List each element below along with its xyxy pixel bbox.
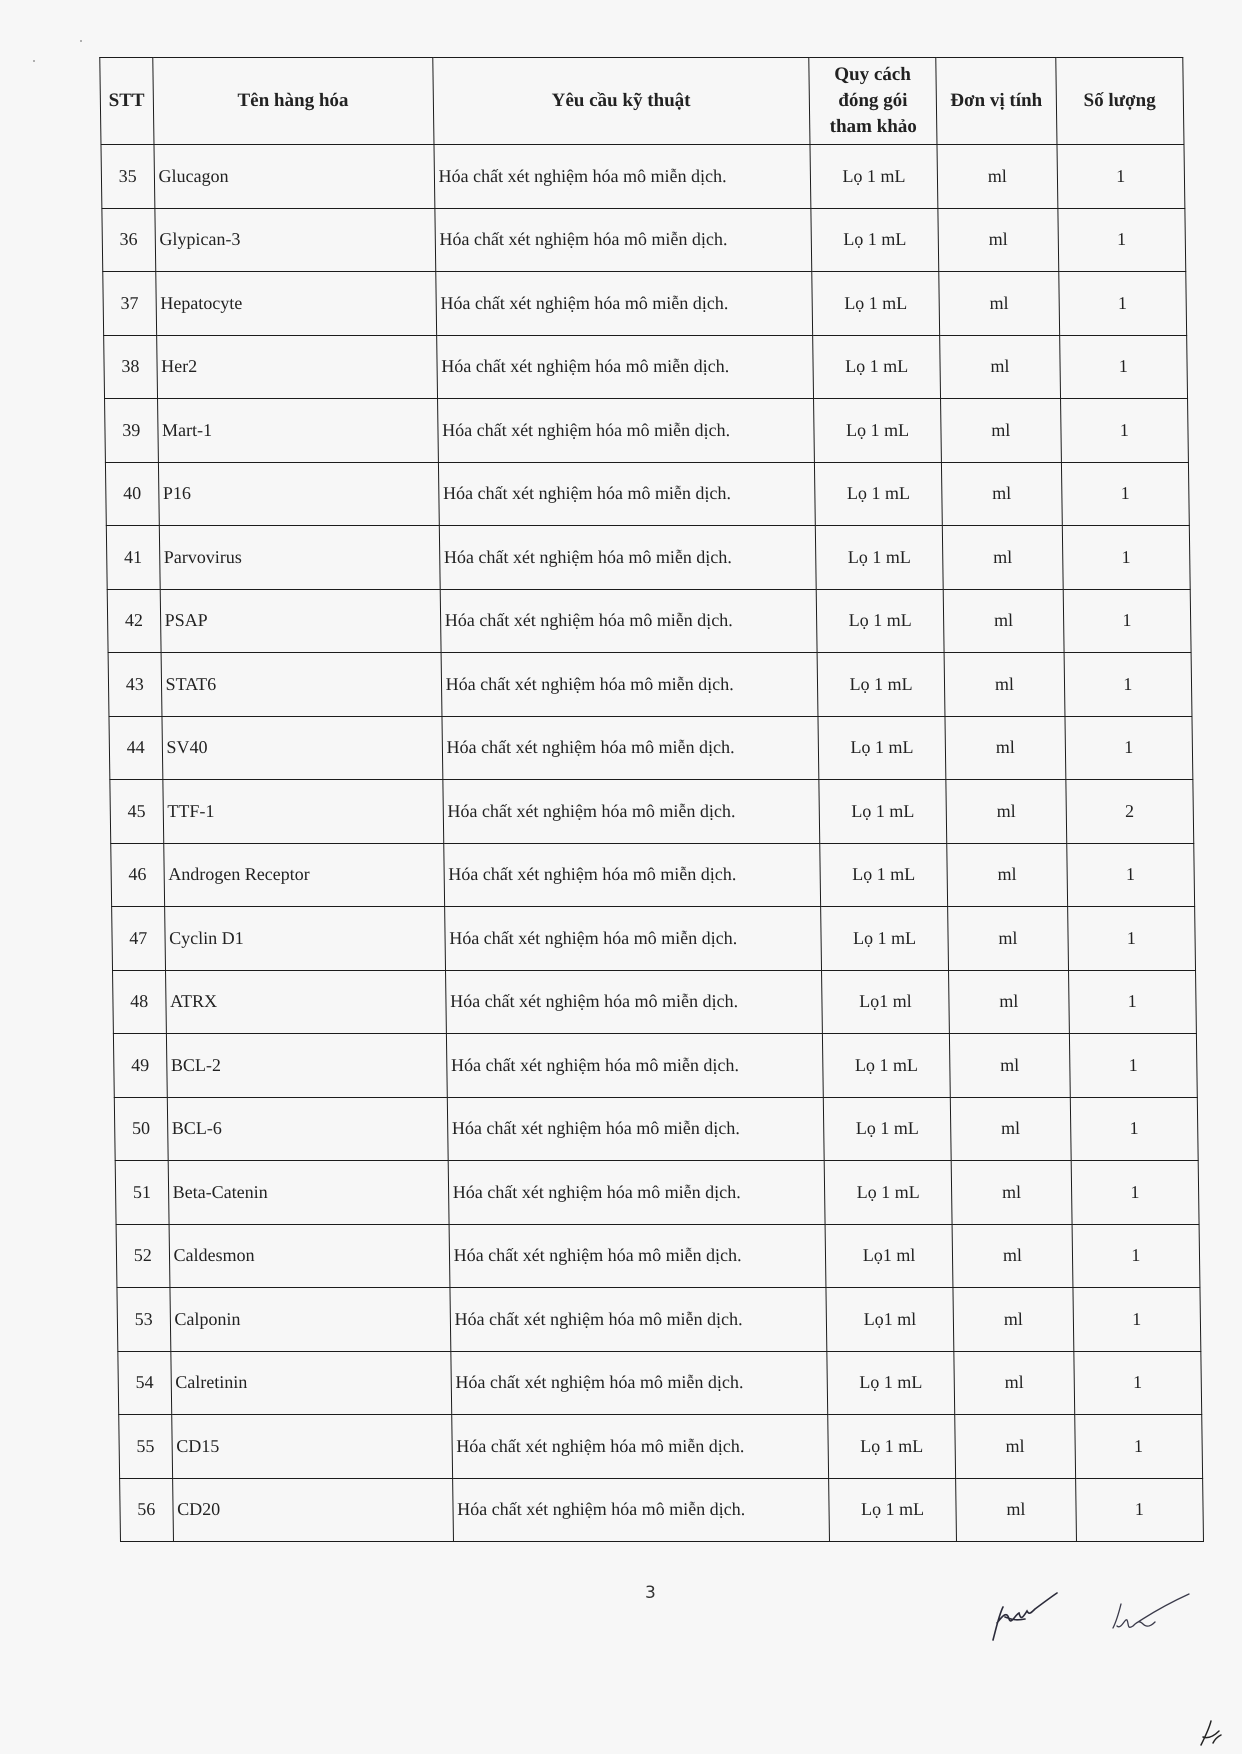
table-header-row xyxy=(100,58,1184,145)
cell-quantity: 1 xyxy=(1072,1224,1200,1288)
cell-quantity: 1 xyxy=(1060,399,1188,463)
cell-name: STAT6 xyxy=(161,653,442,717)
cell-packing: Lọ 1 mL xyxy=(820,843,948,907)
cell-unit: ml xyxy=(939,272,1059,336)
header-unit: Đơn vị tính xyxy=(936,58,1057,145)
cell-unit: ml xyxy=(947,843,1067,907)
scan-speck xyxy=(80,40,82,42)
cell-unit: ml xyxy=(952,1224,1072,1288)
header-packing-line: tham khảo xyxy=(829,116,917,137)
cell-unit: ml xyxy=(941,399,1061,463)
cell-quantity: 1 xyxy=(1065,716,1193,780)
table-row xyxy=(113,1034,1197,1098)
cell-name: Glypican-3 xyxy=(154,208,435,272)
cell-unit: ml xyxy=(942,462,1062,526)
cell-packing: Lọ 1 mL xyxy=(812,272,940,336)
cell-requirement: Hóa chất xét nghiệm hóa mô miễn dịch. xyxy=(449,1224,826,1288)
cell-packing: Lọ 1 mL xyxy=(827,1351,955,1415)
cell-packing: Lọ 1 mL xyxy=(815,526,943,590)
table-row xyxy=(102,208,1186,272)
cell-stt: 52 xyxy=(116,1224,169,1288)
cell-unit: ml xyxy=(948,907,1068,971)
cell-packing: Lọ 1 mL xyxy=(818,716,946,780)
cell-name: BCL-2 xyxy=(166,1034,447,1098)
cell-unit: ml xyxy=(949,970,1069,1034)
cell-unit: ml xyxy=(937,145,1057,209)
cell-requirement: Hóa chất xét nghiệm hóa mô miễn dịch. xyxy=(434,145,811,209)
table-row xyxy=(105,462,1189,526)
cell-unit: ml xyxy=(943,589,1063,653)
cell-quantity: 1 xyxy=(1073,1351,1201,1415)
cell-packing: Lọ1 ml xyxy=(821,970,949,1034)
table-row xyxy=(107,589,1191,653)
cell-name: Caldesmon xyxy=(169,1224,450,1288)
cell-quantity: 1 xyxy=(1064,653,1192,717)
table-row xyxy=(106,526,1190,590)
cell-quantity: 2 xyxy=(1065,780,1193,844)
cell-requirement: Hóa chất xét nghiệm hóa mô miễn dịch. xyxy=(438,462,815,526)
cell-stt: 42 xyxy=(107,589,160,653)
cell-stt: 49 xyxy=(113,1034,166,1098)
table-row xyxy=(101,145,1185,209)
cell-name: ATRX xyxy=(165,970,446,1034)
cell-stt: 44 xyxy=(109,716,162,780)
cell-packing: Lọ 1 mL xyxy=(811,208,939,272)
cell-unit: ml xyxy=(955,1415,1075,1479)
header-stt: STT xyxy=(100,58,154,145)
table-row xyxy=(116,1224,1200,1288)
cell-name: Glucagon xyxy=(154,145,435,209)
cell-packing: Lọ 1 mL xyxy=(822,1034,950,1098)
cell-unit: ml xyxy=(946,780,1066,844)
cell-stt: 40 xyxy=(105,462,158,526)
cell-quantity: 1 xyxy=(1075,1478,1203,1542)
cell-name: BCL-6 xyxy=(167,1097,448,1161)
cell-unit: ml xyxy=(951,1161,1071,1225)
scan-speck xyxy=(33,60,35,62)
cell-stt: 53 xyxy=(117,1288,170,1352)
cell-requirement: Hóa chất xét nghiệm hóa mô miễn dịch. xyxy=(450,1288,827,1352)
cell-name: SV40 xyxy=(162,716,443,780)
cell-quantity: 1 xyxy=(1070,1097,1198,1161)
cell-unit: ml xyxy=(944,653,1064,717)
cell-stt: 45 xyxy=(110,780,163,844)
table-row xyxy=(117,1288,1201,1352)
cell-stt: 56 xyxy=(120,1478,173,1542)
cell-stt: 48 xyxy=(113,970,166,1034)
cell-requirement: Hóa chất xét nghiệm hóa mô miễn dịch. xyxy=(435,272,812,336)
cell-name: Her2 xyxy=(156,335,437,399)
cell-packing: Lọ 1 mL xyxy=(828,1415,956,1479)
cell-stt: 46 xyxy=(111,843,164,907)
cell-stt: 54 xyxy=(118,1351,171,1415)
table-row xyxy=(118,1351,1202,1415)
cell-requirement: Hóa chất xét nghiệm hóa mô miễn dịch. xyxy=(441,653,818,717)
cell-requirement: Hóa chất xét nghiệm hóa mô miễn dịch. xyxy=(440,589,817,653)
cell-name: Mart-1 xyxy=(157,399,438,463)
cell-packing: Lọ 1 mL xyxy=(824,1161,952,1225)
cell-packing: Lọ 1 mL xyxy=(819,780,947,844)
header-quantity: Số lượng xyxy=(1055,58,1184,145)
cell-requirement: Hóa chất xét nghiệm hóa mô miễn dịch. xyxy=(443,843,820,907)
cell-quantity: 1 xyxy=(1062,526,1190,590)
table-row xyxy=(112,907,1196,971)
cell-stt: 43 xyxy=(108,653,161,717)
table-row xyxy=(110,780,1194,844)
cell-quantity: 1 xyxy=(1068,970,1196,1034)
cell-quantity: 1 xyxy=(1058,272,1186,336)
cell-unit: ml xyxy=(950,1034,1070,1098)
table-row xyxy=(115,1161,1199,1225)
table-row xyxy=(108,653,1192,717)
cell-requirement: Hóa chất xét nghiệm hóa mô miễn dịch. xyxy=(446,1034,823,1098)
cell-requirement: Hóa chất xét nghiệm hóa mô miễn dịch. xyxy=(442,716,819,780)
cell-requirement: Hóa chất xét nghiệm hóa mô miễn dịch. xyxy=(435,208,812,272)
cell-name: Calretinin xyxy=(170,1351,451,1415)
cell-name: Androgen Receptor xyxy=(163,843,444,907)
cell-requirement: Hóa chất xét nghiệm hóa mô miễn dịch. xyxy=(439,526,816,590)
cell-packing: Lọ1 ml xyxy=(826,1288,954,1352)
cell-packing: Lọ 1 mL xyxy=(828,1478,956,1542)
cell-packing: Lọ 1 mL xyxy=(820,907,948,971)
cell-unit: ml xyxy=(943,526,1063,590)
header-packing xyxy=(809,58,938,145)
table-row xyxy=(105,399,1189,463)
cell-unit: ml xyxy=(938,208,1058,272)
cell-name: CD15 xyxy=(171,1415,452,1479)
table-row xyxy=(120,1478,1204,1542)
table-row xyxy=(109,716,1193,780)
cell-requirement: Hóa chất xét nghiệm hóa mô miễn dịch. xyxy=(447,1097,824,1161)
header-packing-line: Quy cách xyxy=(834,64,911,85)
signature-2 xyxy=(1105,1590,1195,1645)
cell-requirement: Hóa chất xét nghiệm hóa mô miễn dịch. xyxy=(444,907,821,971)
cell-name: Parvovirus xyxy=(159,526,440,590)
cell-quantity: 1 xyxy=(1066,843,1194,907)
cell-quantity: 1 xyxy=(1074,1415,1202,1479)
cell-stt: 36 xyxy=(102,208,155,272)
cell-requirement: Hóa chất xét nghiệm hóa mô miễn dịch. xyxy=(452,1478,829,1542)
cell-name: Cyclin D1 xyxy=(164,907,445,971)
cell-quantity: 1 xyxy=(1069,1034,1197,1098)
cell-stt: 41 xyxy=(106,526,159,590)
cell-packing: Lọ 1 mL xyxy=(816,589,944,653)
cell-name: Beta-Catenin xyxy=(168,1161,449,1225)
cell-requirement: Hóa chất xét nghiệm hóa mô miễn dịch. xyxy=(436,335,813,399)
cell-unit: ml xyxy=(954,1351,1074,1415)
table-body xyxy=(101,145,1204,1542)
cell-requirement: Hóa chất xét nghiệm hóa mô miễn dịch. xyxy=(448,1161,825,1225)
cell-unit: ml xyxy=(940,335,1060,399)
cell-packing: Lọ 1 mL xyxy=(813,399,941,463)
cell-stt: 39 xyxy=(105,399,158,463)
table-row xyxy=(111,843,1195,907)
cell-requirement: Hóa chất xét nghiệm hóa mô miễn dịch. xyxy=(443,780,820,844)
cell-requirement: Hóa chất xét nghiệm hóa mô miễn dịch. xyxy=(445,970,822,1034)
cell-packing: Lọ1 ml xyxy=(825,1224,953,1288)
cell-stt: 47 xyxy=(112,907,165,971)
cell-unit: ml xyxy=(953,1288,1073,1352)
header-name: Tên hàng hóa xyxy=(152,58,433,145)
cell-stt: 35 xyxy=(101,145,154,209)
table-row xyxy=(113,970,1197,1034)
table-row xyxy=(104,335,1188,399)
page-number: 3 xyxy=(645,1583,656,1603)
cell-name: PSAP xyxy=(160,589,441,653)
header-packing-line: đóng gói xyxy=(838,90,908,111)
cell-quantity: 1 xyxy=(1067,907,1195,971)
cell-requirement: Hóa chất xét nghiệm hóa mô miễn dịch. xyxy=(437,399,814,463)
cell-quantity: 1 xyxy=(1071,1161,1199,1225)
cell-quantity: 1 xyxy=(1057,145,1185,209)
cell-requirement: Hóa chất xét nghiệm hóa mô miễn dịch. xyxy=(451,1351,828,1415)
corner-mark xyxy=(1195,1715,1225,1750)
cell-stt: 55 xyxy=(119,1415,172,1479)
cell-quantity: 1 xyxy=(1057,208,1185,272)
signature-1 xyxy=(985,1585,1060,1645)
table-row xyxy=(103,272,1187,336)
table-row xyxy=(114,1097,1198,1161)
table-row xyxy=(119,1415,1203,1479)
cell-packing: Lọ 1 mL xyxy=(814,462,942,526)
cell-quantity: 1 xyxy=(1059,335,1187,399)
cell-name: P16 xyxy=(158,462,439,526)
cell-name: Hepatocyte xyxy=(155,272,436,336)
cell-quantity: 1 xyxy=(1072,1288,1200,1352)
goods-table xyxy=(99,57,1204,1542)
cell-name: Calponin xyxy=(170,1288,451,1352)
cell-stt: 51 xyxy=(115,1161,168,1225)
cell-requirement: Hóa chất xét nghiệm hóa mô miễn dịch. xyxy=(451,1415,828,1479)
cell-unit: ml xyxy=(956,1478,1076,1542)
cell-unit: ml xyxy=(951,1097,1071,1161)
cell-packing: Lọ 1 mL xyxy=(812,335,940,399)
cell-name: TTF-1 xyxy=(162,780,443,844)
cell-name: CD20 xyxy=(172,1478,453,1542)
cell-stt: 38 xyxy=(104,335,157,399)
cell-packing: Lọ 1 mL xyxy=(817,653,945,717)
cell-quantity: 1 xyxy=(1061,462,1189,526)
cell-packing: Lọ 1 mL xyxy=(810,145,938,209)
cell-packing: Lọ 1 mL xyxy=(823,1097,951,1161)
header-requirement: Yêu cầu kỹ thuật xyxy=(432,58,809,145)
cell-unit: ml xyxy=(945,716,1065,780)
cell-stt: 37 xyxy=(103,272,156,336)
cell-stt: 50 xyxy=(114,1097,167,1161)
cell-quantity: 1 xyxy=(1063,589,1191,653)
